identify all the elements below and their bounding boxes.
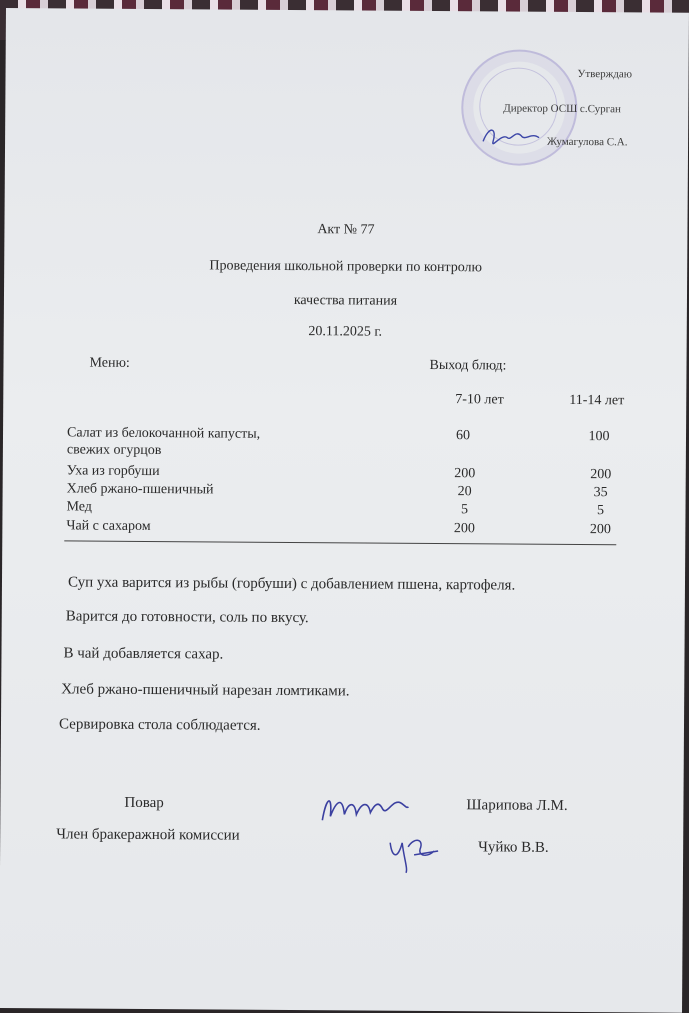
cook-role: Повар — [124, 794, 164, 812]
note-line: Хлеб ржано-пшеничный нарезан ломтиками. — [61, 681, 350, 700]
value-11-14: 200 — [590, 467, 612, 483]
note-line: Варится до готовности, соль по вкусу. — [65, 608, 309, 627]
note-line: Сервировка стола соблюдается. — [58, 716, 261, 734]
value-11-14: 5 — [596, 503, 605, 519]
commission-role: Член бракеражной комиссии — [56, 826, 240, 844]
value-11-14: 35 — [593, 485, 608, 501]
cook-signature — [316, 786, 412, 831]
approval-line-3: Жумагулова С.А. — [547, 135, 628, 149]
value-7-10: 60 — [455, 428, 471, 444]
director-signature — [475, 119, 555, 156]
act-subtitle-1: Проведения школьной проверки по контролю — [209, 258, 483, 276]
value-7-10: 200 — [454, 466, 476, 482]
value-7-10: 20 — [457, 484, 472, 500]
act-subtitle-2: качества питания — [293, 293, 398, 309]
commission-signature — [384, 829, 444, 875]
dish-name: Уха из горбуши — [66, 463, 160, 480]
dish-name: Чай с сахаром — [66, 518, 151, 535]
dish-name-cont: свежих огурцов — [66, 442, 162, 459]
value-11-14: 200 — [589, 522, 611, 538]
note-line: В чай добавляется сахар. — [63, 645, 224, 663]
col-11-14-label: 11-14 лет — [569, 392, 625, 409]
note-line: Суп уха варится из рыбы (горбуши) с добавлением пшена, картофеля. — [67, 574, 516, 594]
value-7-10: 5 — [460, 502, 469, 518]
approval-line-1: Утверждаю — [577, 67, 633, 81]
cook-name: Шарипова Л.М. — [466, 797, 568, 814]
dish-name: Мед — [66, 499, 92, 515]
document-page — [0, 8, 689, 1013]
output-label: Выход блюд: — [429, 357, 507, 374]
act-title: Акт № 77 — [317, 222, 375, 238]
menu-label: Меню: — [89, 355, 130, 371]
value-7-10: 200 — [453, 521, 475, 537]
value-11-14: 100 — [588, 429, 610, 445]
act-date: 20.11.2025 г. — [308, 324, 383, 340]
commission-name: Чуйко В.В. — [478, 839, 549, 856]
dish-name: Салат из белокочанной капусты, — [66, 425, 261, 442]
dish-name: Хлеб ржано-пшеничный — [66, 481, 214, 498]
table-underline — [64, 540, 616, 545]
approval-line-2: Директор ОСШ с.Сурган — [503, 102, 621, 116]
col-7-10-label: 7-10 лет — [455, 392, 504, 408]
